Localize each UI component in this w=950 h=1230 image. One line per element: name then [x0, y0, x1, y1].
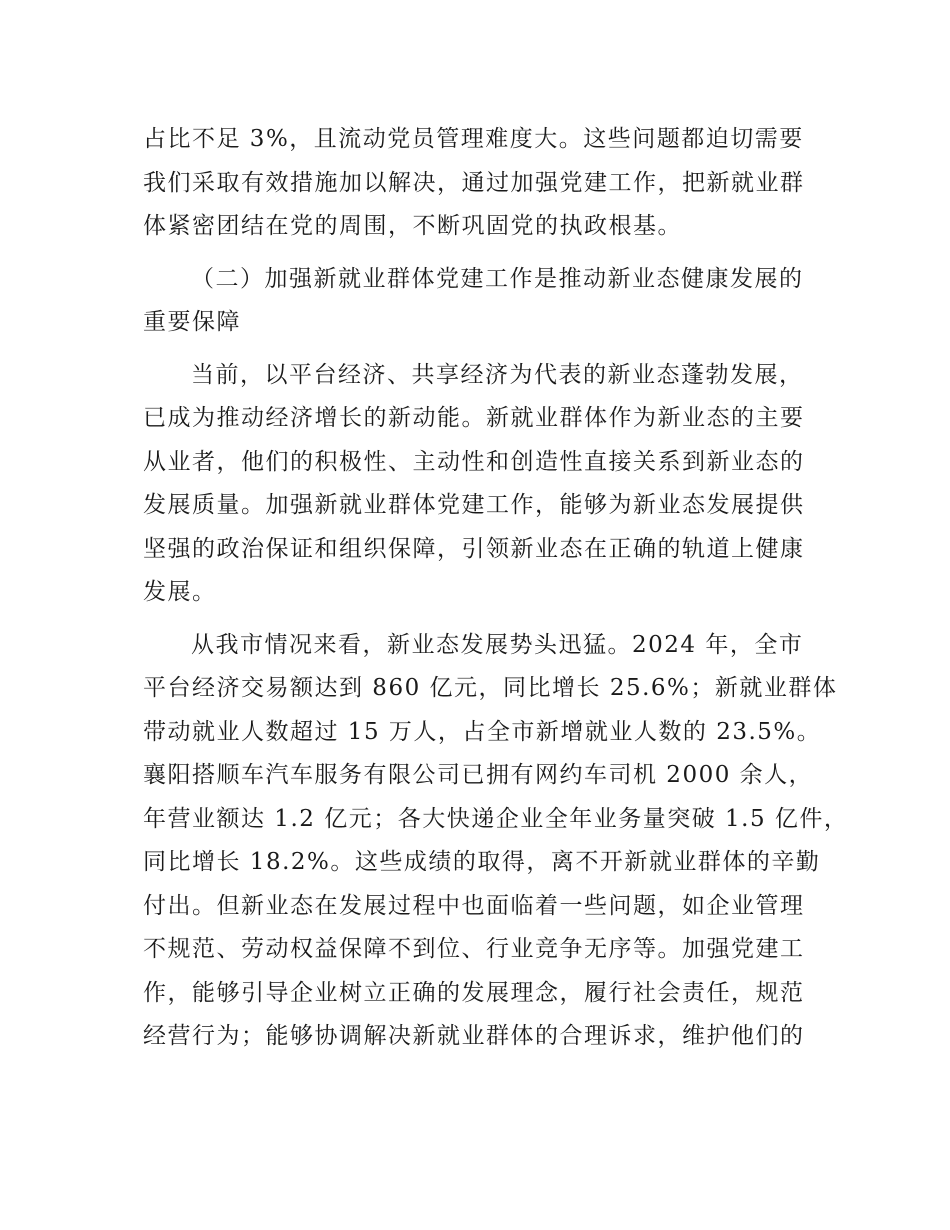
text-line: 同比增长 18.2%。这些成绩的取得，离不开新就业群体的辛勤 [143, 849, 821, 875]
text-line: 作，能够引导企业树立正确的发展理念，履行社会责任，规范 [143, 979, 805, 1006]
section-heading [143, 258, 813, 345]
text-line: 付出。但新业态在发展过程中也面临着一些问题，如企业管理 [143, 892, 805, 919]
text-line: 体紧密团结在党的周围，不断巩固党的执政根基。 [143, 213, 682, 239]
text-line: 当前，以平台经济、共享经济为代表的新业态蓬勃发展， [191, 361, 804, 388]
document-body [143, 118, 849, 1059]
text-line: 坚强的政治保证和组织保障，引领新业态在正确的轨道上健康 [143, 535, 805, 562]
text-line: 平台经济交易额达到 860 亿元，同比增长 25.6%；新就业群体 [143, 675, 838, 701]
text-line: 从业者，他们的积极性、主动性和创造性直接关系到新业态的 [143, 448, 805, 475]
paragraph [143, 624, 849, 1059]
text-line: 年营业额达 1.2 亿元；各大快递企业全年业务量突破 1.5 亿件， [143, 805, 849, 832]
paragraph [143, 354, 813, 615]
text-line: 占比不足 3%，且流动党员管理难度大。这些问题都迫切需要 [143, 126, 804, 152]
text-line: 从我市情况来看，新业态发展势头迅猛。2024 年，全市 [191, 631, 804, 658]
text-line: 带动就业人数超过 15 万人，占全市新增就业人数的 23.5%。 [143, 718, 822, 745]
text-line: 发展。 [143, 579, 217, 605]
text-line: 重要保障 [143, 309, 241, 335]
paragraph-continuation [143, 118, 813, 249]
text-line: 我们采取有效措施加以解决，通过加强党建工作，把新就业群 [143, 169, 805, 196]
text-line: 不规范、劳动权益保障不到位、行业竞争无序等。加强党建工 [143, 936, 805, 962]
text-line: 襄阳搭顺车汽车服务有限公司已拥有网约车司机 2000 余人， [143, 762, 814, 788]
text-line: （二）加强新就业群体党建工作是推动新业态健康发展的 [191, 265, 804, 292]
text-line: 已成为推动经济增长的新动能。新就业群体作为新业态的主要 [143, 405, 805, 431]
text-line: 发展质量。加强新就业群体党建工作，能够为新业态发展提供 [143, 492, 805, 518]
text-line: 经营行为；能够协调解决新就业群体的合理诉求，维护他们的 [143, 1023, 805, 1049]
